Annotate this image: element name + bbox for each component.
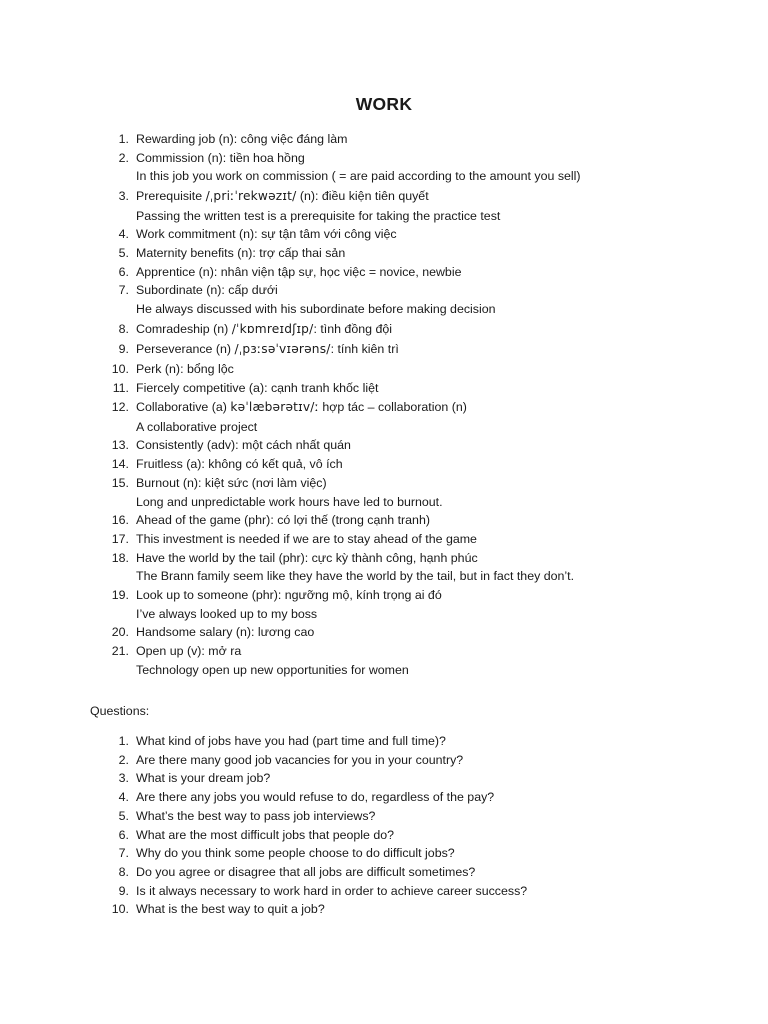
definition-text: : tính kiên trì xyxy=(330,342,399,357)
term-text: Apprentice (n): nhân viện tập sự, học việc = novice, newbie xyxy=(136,264,462,279)
pronunciation: /ˌpriːˈrekwəzɪt/ xyxy=(205,189,297,204)
term-text: Maternity benefits (n): trợ cấp thai sản xyxy=(136,246,346,261)
question-text: Are there any jobs you would refuse to do, regardless of the pay? xyxy=(136,790,495,805)
item-number: 13. xyxy=(111,438,129,453)
vocab-item xyxy=(0,225,768,244)
item-number: 15. xyxy=(111,475,129,490)
vocabulary-list xyxy=(0,130,768,680)
item-number: 2. xyxy=(118,150,129,165)
question-number: 10. xyxy=(111,902,129,917)
example-sentence: Long and unpredictable work hours have led to burnout. xyxy=(136,494,443,509)
item-number: 21. xyxy=(111,644,129,659)
term-text: Rewarding job (n): công việc đáng làm xyxy=(136,132,348,146)
item-number: 17. xyxy=(111,531,129,546)
vocab-item xyxy=(0,186,768,225)
vocab-item xyxy=(0,511,768,530)
item-number: 8. xyxy=(118,321,129,336)
item-number: 1. xyxy=(118,132,129,146)
questions-list xyxy=(0,732,768,919)
term-text: Perk (n): bổng lộc xyxy=(136,361,234,376)
definition-text: (n): điều kiện tiên quyết xyxy=(296,189,429,204)
vocab-item xyxy=(0,549,768,586)
definition-text: : tình đồng đội xyxy=(313,321,392,336)
vocab-item xyxy=(0,623,768,642)
vocab-item xyxy=(0,530,768,549)
pronunciation: kəˈlæbərətɪv/ː xyxy=(230,400,319,415)
term-text: Commission (n): tiền hoa hồng xyxy=(136,150,305,165)
term-text: Subordinate (n): cấp dưới xyxy=(136,283,278,298)
example-sentence: A collaborative project xyxy=(136,419,258,434)
vocab-item xyxy=(0,397,768,436)
pronunciation: /ˈkɒmreɪdʃɪp/ xyxy=(231,321,314,336)
vocab-item xyxy=(0,642,768,679)
question-number: 7. xyxy=(118,846,129,861)
term-text: Prerequisite xyxy=(136,189,206,204)
questions-heading: Questions: xyxy=(90,704,150,718)
question-text: What is the best way to quit a job? xyxy=(136,902,325,917)
item-number: 16. xyxy=(111,513,129,528)
question-text: Are there many good job vacancies for you in your country? xyxy=(136,752,464,767)
question-item xyxy=(0,900,768,919)
item-number: 4. xyxy=(118,227,129,242)
term-text: Ahead of the game (phr): có lợi thế (trong cạnh tranh) xyxy=(136,513,430,528)
item-number: 7. xyxy=(118,283,129,298)
item-number: 20. xyxy=(111,625,129,640)
vocab-item xyxy=(0,149,768,186)
question-text: What kind of jobs have you had (part time and full time)? xyxy=(136,734,446,748)
term-text: Perseverance (n) xyxy=(136,342,235,357)
item-number: 5. xyxy=(118,246,129,261)
vocab-item xyxy=(0,244,768,263)
definition-text: hợp tác – collaboration (n) xyxy=(318,400,467,415)
term-text: Collaborative (a) xyxy=(136,400,231,415)
vocab-item xyxy=(0,263,768,282)
vocab-item xyxy=(0,319,768,340)
example-sentence: Passing the written test is a prerequisite for taking the practice test xyxy=(136,208,501,223)
item-number: 9. xyxy=(118,342,129,357)
item-number: 11. xyxy=(112,380,129,395)
term-text: Handsome salary (n): lương cao xyxy=(136,625,315,640)
item-number: 18. xyxy=(111,550,129,565)
question-number: 4. xyxy=(118,790,129,805)
question-text: Is it always necessary to work hard in order to achieve career success? xyxy=(136,883,528,898)
vocab-item xyxy=(0,339,768,360)
vocab-item xyxy=(0,281,768,318)
vocab-item xyxy=(0,360,768,379)
example-sentence: He always discussed with his subordinate before making decision xyxy=(136,302,496,317)
term-text: Burnout (n): kiệt sức (nơi làm việc) xyxy=(136,475,327,490)
term-text: Work commitment (n): sự tận tâm với công việc xyxy=(136,227,397,242)
vocab-item xyxy=(0,379,768,398)
question-item xyxy=(0,882,768,901)
question-number: 5. xyxy=(118,808,129,823)
question-number: 9. xyxy=(118,883,129,898)
example-sentence: The Brann family seem like they have the world by the tail, but in fact they don’t. xyxy=(136,569,575,584)
term-text: Comradeship (n) xyxy=(136,321,232,336)
item-number: 6. xyxy=(118,264,129,279)
question-text: What are the most difficult jobs that people do? xyxy=(136,827,395,842)
example-sentence: I’ve always looked up to my boss xyxy=(136,606,318,621)
question-item xyxy=(0,844,768,863)
term-text: Look up to someone (phr): ngưỡng mộ, kính trọng ai đó xyxy=(136,588,442,603)
vocab-item xyxy=(0,455,768,474)
vocab-item xyxy=(0,586,768,623)
vocab-item xyxy=(0,474,768,511)
item-number: 19. xyxy=(111,588,129,603)
term-text: Open up (v): mở ra xyxy=(136,644,242,659)
question-number: 1. xyxy=(118,734,129,748)
question-item xyxy=(0,807,768,826)
question-number: 8. xyxy=(118,864,129,879)
term-text: Fiercely competitive (a): cạnh tranh khốc liệt xyxy=(136,380,379,395)
question-item xyxy=(0,751,768,770)
question-text: What’s the best way to pass job interviews? xyxy=(136,808,376,823)
question-number: 3. xyxy=(118,771,129,786)
example-sentence: Technology open up new opportunities for women xyxy=(136,662,409,677)
example-sentence: In this job you work on commission ( = are paid according to the amount you sell) xyxy=(136,169,581,184)
pronunciation: /ˌpɜːsəˈvɪərəns/ xyxy=(234,342,331,357)
question-item xyxy=(0,863,768,882)
question-number: 2. xyxy=(118,752,129,767)
item-number: 12. xyxy=(111,400,129,415)
question-item xyxy=(0,788,768,807)
question-text: Do you agree or disagree that all jobs are difficult sometimes? xyxy=(136,864,476,879)
item-number: 14. xyxy=(111,457,129,472)
vocab-item xyxy=(0,130,768,149)
page-title: WORK xyxy=(355,94,413,114)
question-item xyxy=(0,769,768,788)
question-item xyxy=(0,826,768,845)
question-item xyxy=(0,732,768,751)
term-text: Have the world by the tail (phr): cực kỳ thành công, hạnh phúc xyxy=(136,550,478,565)
term-text: Consistently (adv): một cách nhất quán xyxy=(136,438,351,453)
vocab-item xyxy=(0,436,768,455)
item-number: 10. xyxy=(111,361,129,376)
question-number: 6. xyxy=(118,827,129,842)
term-text: This investment is needed if we are to stay ahead of the game xyxy=(136,531,477,546)
term-text: Fruitless (a): không có kết quả, vô ích xyxy=(136,457,343,472)
item-number: 3. xyxy=(118,189,129,204)
question-text: Why do you think some people choose to do difficult jobs? xyxy=(136,846,455,861)
question-text: What is your dream job? xyxy=(136,771,271,786)
